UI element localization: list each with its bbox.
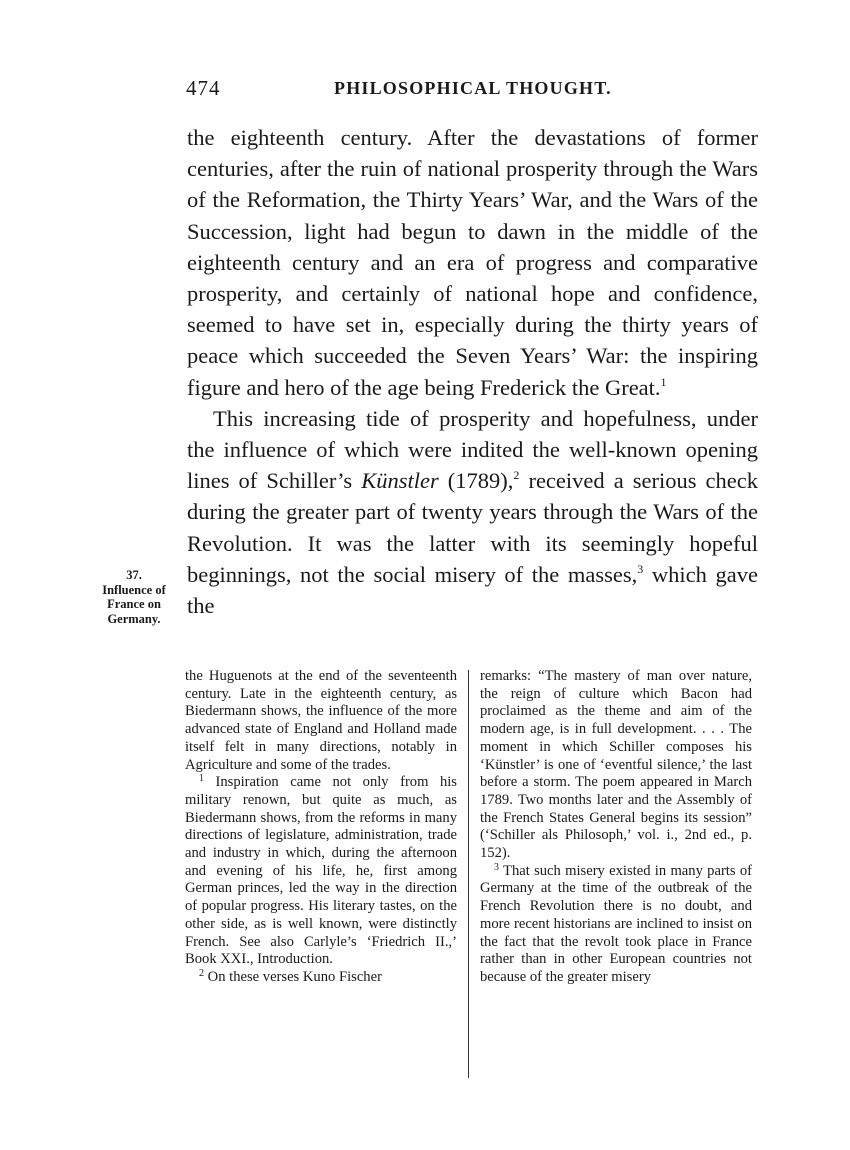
footnote-2-text: On these verses Kuno Fischer	[204, 968, 382, 985]
footnote-2	[185, 969, 457, 987]
paragraph-2-text-b: (1789),	[438, 468, 514, 494]
paragraph-1-text: the eighteenth century. After the devastations of former centuries, after the ruin of national prosperity through the Wars of the Reformation, the Thirty Years’ War, and the Wars of the Succession, light had begun to dawn in the middle of the eighteenth century and an era of progress and comparative prosperity, and certainly of national hope and confidence, seemed to have set in, especially during the thirty years of peace which succeeded the Seven Years’ War: the inspiring figure and hero of the age being Frederick the Great.	[187, 125, 758, 400]
kunstler-title: Künstler	[361, 468, 439, 494]
main-text	[187, 122, 758, 621]
footnote-ref-3: 3	[637, 561, 644, 576]
footnote-2-mark: 2	[199, 967, 204, 979]
footnote-column-left	[185, 668, 457, 987]
footnote-ref-1: 1	[660, 374, 667, 389]
footnote-continuation-left: the Huguenots at the end of the seventeenth century. Late in the eighteenth century, as Biedermann shows, the influence of the more advanced state of England and Holland made itself felt in many directions, notably in Agriculture and some of the trades.	[185, 668, 457, 773]
footnote-3-text: That such misery existed in many parts of Germany at the time of the outbreak of the French Revolution there is no doubt, and more recent historians are inclined to insist on the fact that the revolt took place in France rather than in other European countries not because of the greater misery	[480, 862, 752, 985]
marginal-note-text: Influence of France on Germany.	[102, 582, 166, 626]
footnote-column-right	[480, 668, 752, 987]
footnote-1-mark: 1	[199, 773, 204, 785]
running-head: PHILOSOPHICAL THOUGHT.	[334, 78, 612, 98]
paragraph-1	[187, 122, 758, 403]
marginal-note	[90, 568, 178, 626]
footnote-3-mark: 3	[494, 861, 499, 873]
page-header	[186, 76, 758, 104]
paragraph-2-text-c: received a serious check during the greater part of twenty years through the Wars of the Revolution. It was the latter with its seemingly hopeful beginnings, not the social misery of the masses,	[187, 468, 758, 587]
footnote-ref-2: 2	[513, 468, 520, 483]
column-divider	[468, 670, 469, 1078]
paragraph-2	[187, 403, 758, 621]
footnotes	[185, 668, 763, 1092]
footnote-continuation-right: remarks: “The mastery of man over nature, the reign of culture which Bacon had proclaimed as the theme and aim of the modern age, is in full development. . . . The moment in which Schiller composes his ‘Künstler’ is one of ‘eventful silence,’ the last before a storm. The poem appeared in March 1789. Two months later and the Assembly of the French States General begins its session” (‘Schiller als Philosoph,’ vol. i., 2nd ed., p. 152).	[480, 668, 752, 862]
page-number: 474	[186, 76, 221, 100]
paragraph-2-text-a: This increasing tide of prosperity and hopefulness, under the influence of which were indited the well-known opening lines of Schiller’s	[187, 405, 758, 494]
footnote-1-text: Inspiration came not only from his military renown, but quite as much, as Biedermann shows, from the reforms in many directions of legislature, administration, trade and industry in which, during the afternoon and evening of his life, he, first among German princes, led the way in the direction of popular progress. His literary tastes, on the other side, as is well known, were distinctly French. See also Carlyle’s ‘Friedrich II.,’ Book XXI., Introduction.	[185, 774, 457, 968]
marginal-note-number: 37.	[126, 568, 142, 582]
footnote-1	[185, 774, 457, 969]
paragraph-2-text-d: which gave the	[187, 561, 758, 619]
footnote-3	[480, 863, 752, 987]
